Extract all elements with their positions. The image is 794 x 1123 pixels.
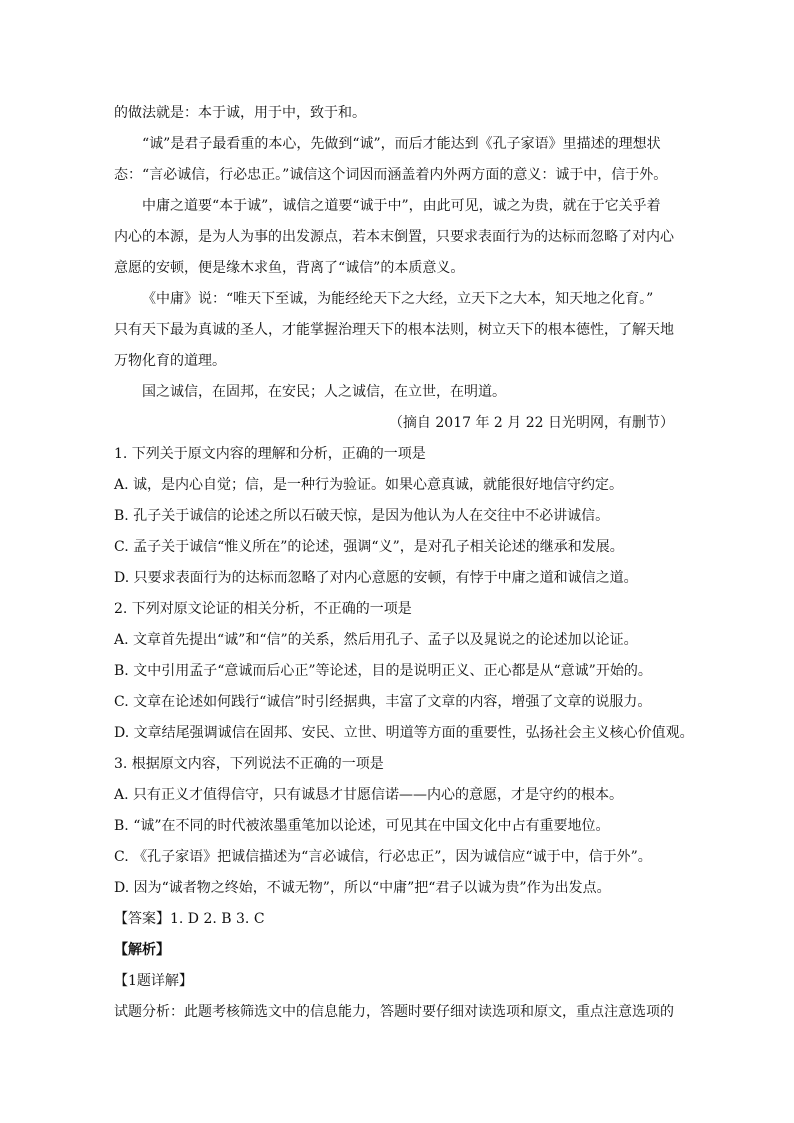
paragraph-line: 只有天下最为真诚的圣人，才能掌握治理天下的根本法则，树立天下的根本德性，了解天地: [114, 322, 674, 338]
question-option: A. 只有正义才值得信守，只有诚恳才甘愿信诺——内心的意愿，才是守约的根本。: [114, 787, 624, 803]
question-option: B. 文中引用孟子“意诚而后心正”等论述，目的是说明正义、正心都是从“意诚”开始的。: [114, 663, 652, 679]
paragraph-line: 意愿的安顿，便是缘木求鱼，背离了“诚信”的本质意义。: [114, 260, 465, 276]
paragraph-line: 态：“言必诚信，行必忠正。”诚信这个词因而涵盖着内外两方面的意义：诚于中，信于外。: [114, 167, 668, 183]
paragraph-line: 中庸之道要“本于诚”，诚信之道要“诚于中”，由此可见，诚之为贵，就在于它关乎着: [142, 198, 661, 214]
analysis-heading: 【解析】: [114, 942, 170, 958]
paragraph-line: 国之诚信，在固邦，在安民；人之诚信，在立世，在明道。: [142, 384, 506, 400]
paragraph-line: 万物化育的道理。: [114, 353, 226, 369]
answer-line: 【答案】1. D 2. B 3. C: [114, 911, 265, 927]
question-option: C. 孟子关于诚信“惟义所在”的论述，强调“义”，是对孔子相关论述的继承和发展。: [114, 539, 624, 555]
paragraph-line: 的做法就是：本于诚，用于中，致于和。: [114, 105, 366, 121]
question-option: B. 孔子关于诚信的论述之所以石破天惊，是因为他认为人在交往中不必讲诚信。: [114, 508, 610, 524]
question-option: D. 文章结尾强调诚信在固邦、安民、立世、明道等方面的重要性，弘扬社会主义核心价值观。: [114, 725, 694, 741]
question-option: C. 文章在论述如何践行“诚信”时引经据典，丰富了文章的内容，增强了文章的说服力。: [114, 694, 652, 710]
question-option: B. “诚”在不同的时代被浓墨重笔加以论述，可见其在中国文化中占有重要地位。: [114, 818, 610, 834]
analysis-text: 试题分析：此题考核筛选文中的信息能力，答题时要仔细对读选项和原文，重点注意选项的: [114, 1004, 674, 1020]
question-option: D. 因为“诚者物之终始，不诚无物”，所以“中庸”把“君子以诚为贵”作为出发点。: [114, 880, 611, 896]
question-option: C. 《孔子家语》把诚信描述为“言必诚信，行必忠正”，因为诚信应“诚于中，信于外”。: [114, 849, 652, 865]
question-option: A. 文章首先提出“诚”和“信”的关系，然后用孔子、孟子以及晁说之的论述加以论证。: [114, 632, 638, 648]
q1-detail-heading: 【1题详解】: [114, 973, 193, 989]
paragraph-line: 《中庸》说：“唯天下至诚，为能经纶天下之大经，立天下之大本，知天地之化育。”: [142, 291, 654, 307]
paragraph-line: 内心的本源，是为人为事的出发源点，若本末倒置，只要求表面行为的达标而忽略了对内心: [114, 229, 674, 245]
question-option: A. 诚，是内心自觉；信，是一种行为验证。如果心意真诚，就能很好地信守约定。: [114, 477, 624, 493]
question-stem: 3. 根据原文内容，下列说法不正确的一项是: [114, 756, 384, 772]
paragraph-line: “诚”是君子最看重的本心，先做到“诚”，而后才能达到《孔子家语》里描述的理想状: [142, 136, 661, 152]
question-option: D. 只要求表面行为的达标而忽略了对内心意愿的安顿，有悖于中庸之道和诚信之道。: [114, 570, 638, 586]
question-stem: 2. 下列对原文论证的相关分析，不正确的一项是: [114, 601, 412, 617]
source-citation: （摘自 2017 年 2 月 22 日光明网，有删节）: [388, 415, 674, 431]
question-stem: 1. 下列关于原文内容的理解和分析，正确的一项是: [114, 446, 426, 462]
